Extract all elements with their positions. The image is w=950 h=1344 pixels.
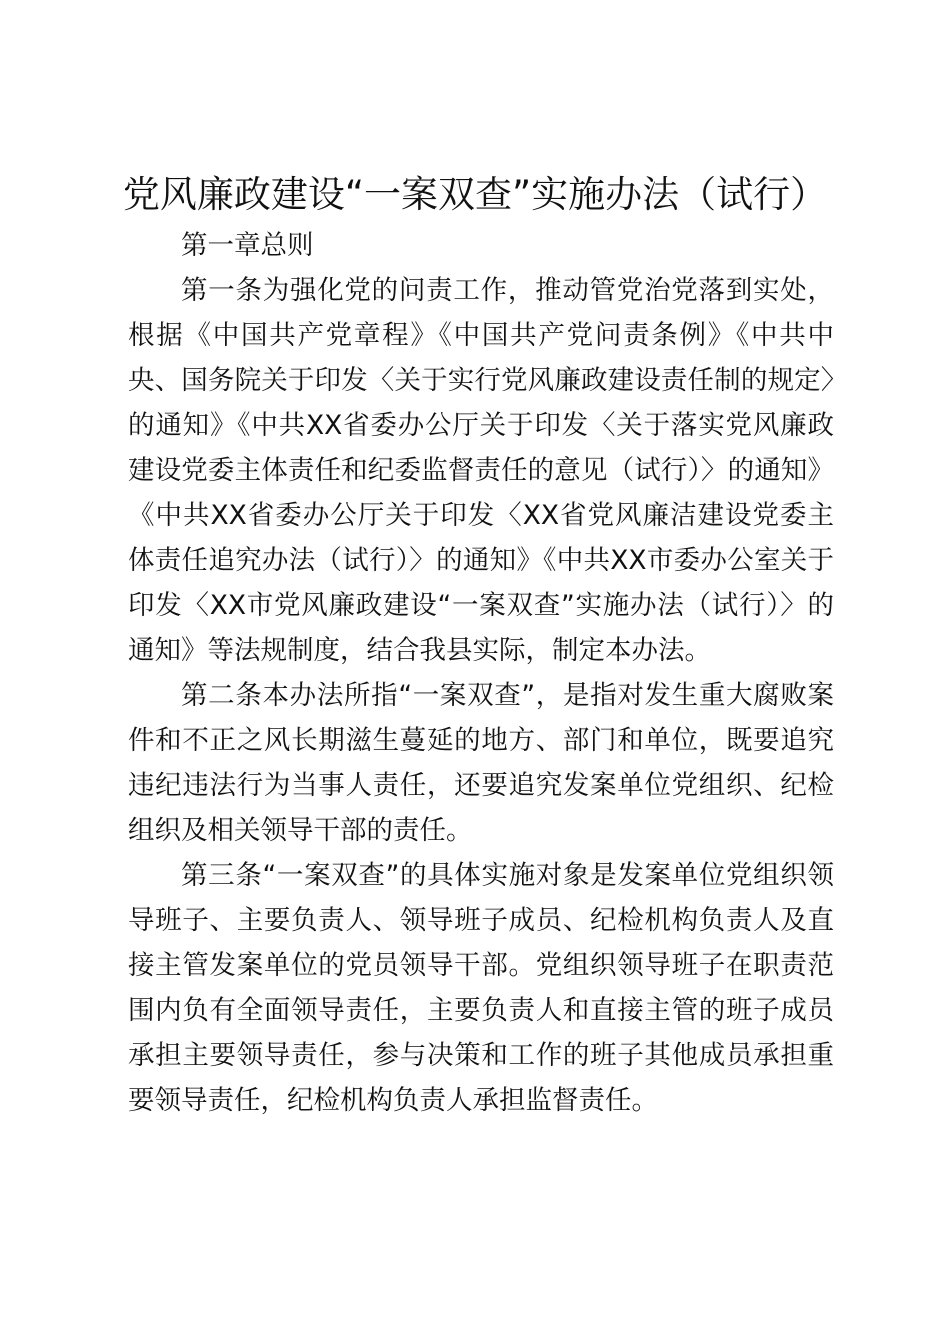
article-paragraph: 第二条本办法所指“一案双查”，是指对发生重大腐败案件和不正之风长期滋生蔓延的地方、部门和单位，既要追究违纪违法行为当事人责任，还要追究发案单位党组织、纪检组织及相关领导干部的责任。: [128, 680, 834, 846]
article-paragraph: 第一条为强化党的问责工作，推动管党治党落到实处，根据《中国共产党章程》《中国共产党问责条例》《中共中央、国务院关于印发〈关于实行党风廉政建设责任制的规定〉的通知》《中共XX省委办公厅关于印发〈关于落实党风廉政建设党委主体责任和纪委监督责任的意见（试行）〉的通知》《中共XX省委办公厅关于印发〈XX省党风廉洁建设党委主体责任追究办法（试行）〉的通知》《中共XX市委办公室关于印发〈XX市党风廉政建设“一案双查”实施办法（试行）〉的通知》等法规制度，结合我县实际，制定本办法。: [128, 275, 834, 666]
document-title: 党风廉政建设“一案双查”实施办法（试行）: [122, 173, 828, 216]
document-body: [128, 223, 834, 1123]
article-paragraph: 第三条“一案双查”的具体实施对象是发案单位党组织领导班子、主要负责人、领导班子成员、纪检机构负责人及直接主管发案单位的党员领导干部。党组织领导班子在职责范围内负有全面领导责任，主要负责人和直接主管的班子成员承担主要领导责任，参与决策和工作的班子其他成员承担重要领导责任，纪检机构负责人承担监督责任。: [128, 860, 834, 1116]
chapter-heading: 第一章总则: [181, 230, 314, 261]
